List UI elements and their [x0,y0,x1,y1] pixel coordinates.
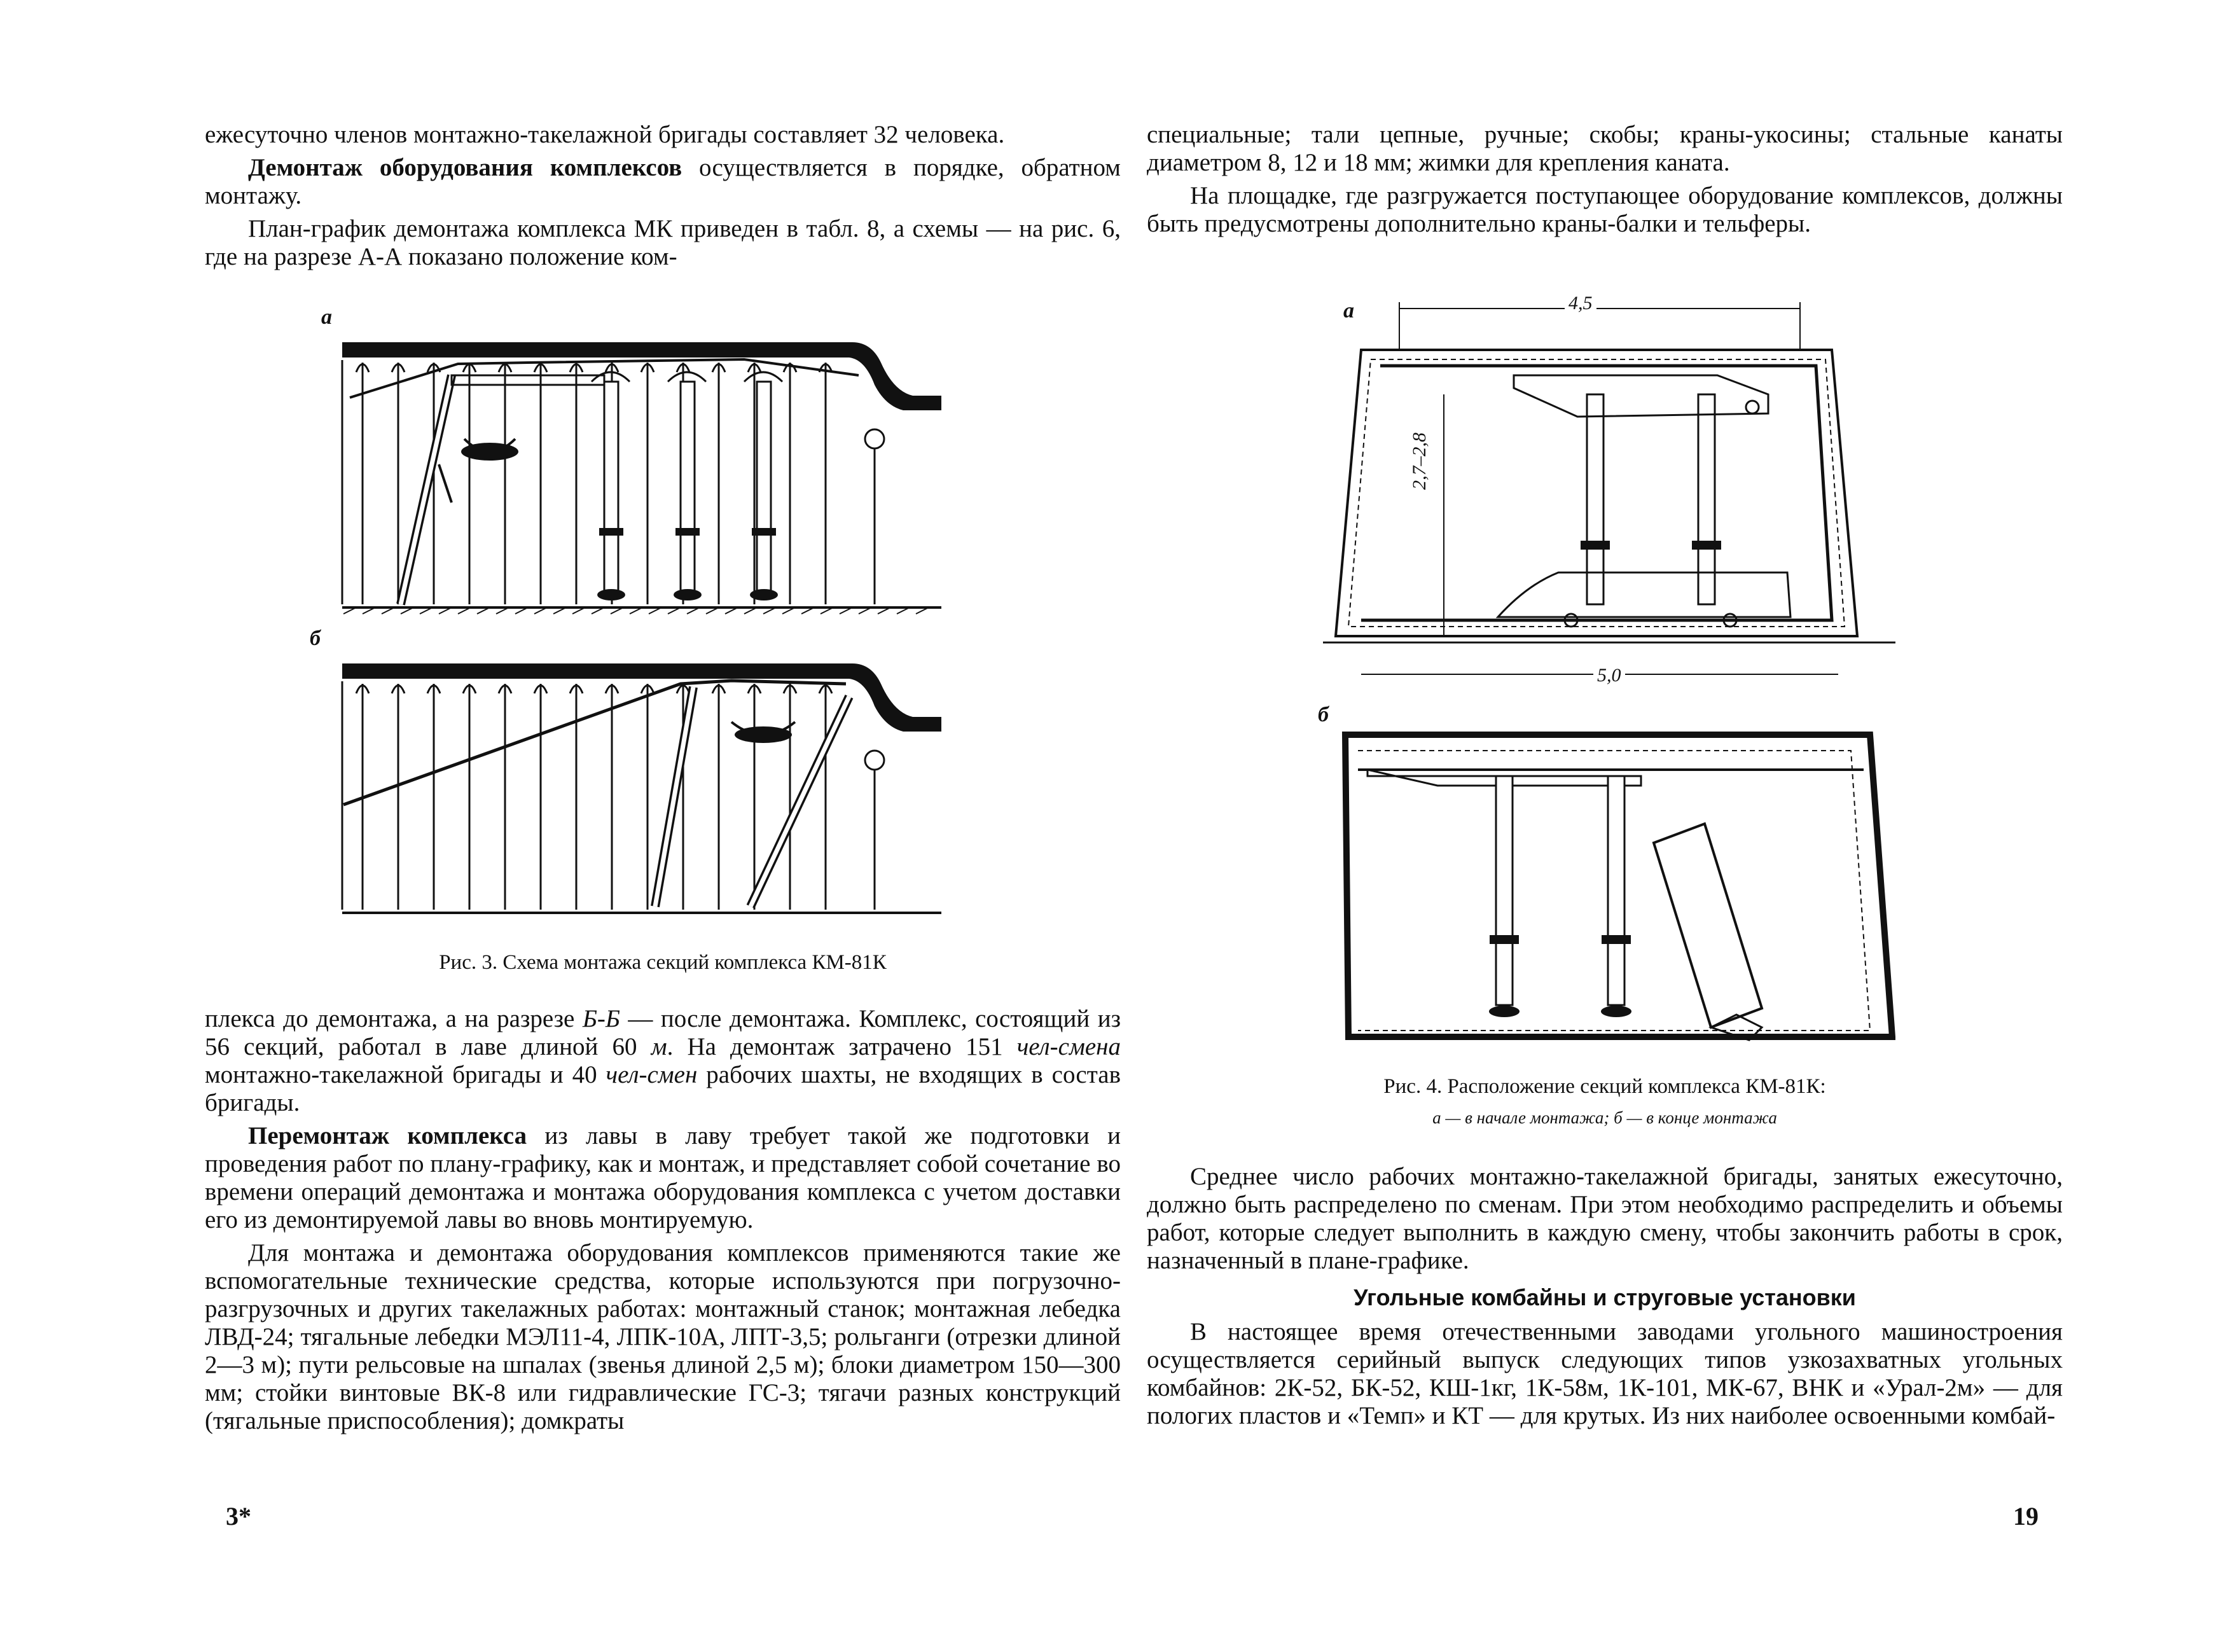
fig4-subcaption: а — в начале монтажа; б — в конце монтажа [1432,1108,1777,1127]
fig3-diagram-a [337,337,973,623]
right-column-bottom [1147,1163,2063,1430]
section-heading: Угольные комбайны и струговые установки [1354,1284,1856,1310]
fig4-label-b: б [1318,703,1329,726]
left-p4-d: монтажно-такелажной бригады и 40 [205,1061,606,1088]
left-p4-b: — после демонтажа. Комплекс, состоящий из 56 секций, работал в лаве длиной 60 [205,1005,1121,1060]
left-p4-c: . На демонтаж затрачено 151 [667,1033,1017,1060]
fig4-dim-width-top: 4,5 [1565,293,1596,314]
fig4-dim-height: 2,7–2,8 [1409,433,1430,490]
left-paragraph-1: ежесуточно членов монтажно-такелажной бригады составляет 32 человека. [205,121,1005,148]
left-p4-a: плекса до демонтажа, а на разрезе [205,1005,583,1032]
left-p4-unit1: чел-смена [1016,1033,1121,1060]
left-paragraph-2 [205,154,1121,210]
right-paragraph-3: Среднее число рабочих монтажно-такелажной бригады, занятых ежесуточно, должно быть распределено по сменам. При этом необходимо распределить и объемы работ, которые следует выполнить в каждую смену, чтобы закончить работы в срок, назначенный в плане-графике. [1147,1163,2063,1274]
left-p4-unit2: чел-смен [606,1061,698,1088]
fig4-caption: Рис. 4. Расположение секций комплекса КМ-81К: [1383,1075,1826,1098]
right-paragraph-2: На площадке, где разгружается поступающее оборудование комплексов, должны быть предусмотрены дополнительно краны-балки и тельферы. [1147,182,2063,237]
left-p4-e: рабочих шахты, не входящих в состав бригады. [205,1061,1121,1116]
right-paragraph-4: В настоящее время отечественными заводами угольного машиностроения осуществляется серийный выпуск следующих типов узкозахватных угольных комбайнов: 2К-52, БК-52, КШ-1кг, 1К-58м, 1К-101, МК-67, ВНК и «Урал-2м» — для пологих пластов и «Темп» и КТ — для крутых. Из них наиболее освоенными комбай- [1147,1318,2063,1429]
fig4-diagram-a [1323,299,1895,681]
fig4-dim-width-bottom: 5,0 [1593,665,1625,686]
fig3-caption: Рис. 3. Схема монтажа секций комплекса КМ-81К [439,951,887,974]
fig4-diagram-b [1323,716,1895,1059]
fig3-label-a: а [321,305,332,329]
left-page-number: 3* [226,1502,251,1531]
left-p5-rest: из лавы в лаву требует такой же подготовки и проведения работ по плану-графику, как и монтаж, и представляет собой сочетание во времени операций демонтажа и монтажа оборудования комплекса с учетом доставки его из демонтируемой лавы во вновь монтируемую. [205,1122,1121,1233]
left-column-bottom [205,1005,1121,1435]
fig4-label-a: а [1343,299,1354,323]
left-p5-bold: Перемонтаж комплекса [248,1122,527,1149]
left-paragraph-5 [205,1122,1121,1234]
left-paragraph-6: Для монтажа и демонтажа оборудования комплексов применяются такие же вспомогательные технические средства, которые используются при погрузочно-разгрузочных и других такелажных работах: монтажный станок; монтажная лебедка ЛВД-24; тягальные лебедки МЭЛ11-4, ЛПК-10А, ЛПТ-3,5; рольганги (отрезки длиной 2—3 м); пути рельсовые на шпалах (звенья длиной 2,5 м); блоки диаметром 150—300 мм; стойки винтовые ВК-8 или гидравлические ГС-3; тягачи разных конструкций (тягальные приспособления); домкраты [205,1239,1121,1434]
left-p2-bold: Демонтаж оборудования комплексов [248,154,682,181]
right-column-top [1147,121,2063,238]
left-p2-rest: осуществляется в порядке, обратном монтажу. [205,154,1121,209]
fig3-label-b: б [310,627,321,650]
left-p4-unit-m: м [651,1033,667,1060]
left-column-top [205,121,1121,271]
left-p4-section: Б-Б [582,1005,620,1032]
right-paragraph-1: специальные; тали цепные, ручные; скобы; краны-укосины; стальные канаты диаметром 8, 12 и 18 мм; жимки для крепления каната. [1147,121,2063,176]
right-page-number: 19 [2013,1502,2039,1531]
fig3-diagram-b [337,658,973,932]
left-paragraph-3: План-график демонтажа комплекса МК приведен в табл. 8, а схемы — на рис. 6, где на разрезе А-А показано положение ком- [205,215,1121,270]
left-paragraph-4 [205,1005,1121,1117]
